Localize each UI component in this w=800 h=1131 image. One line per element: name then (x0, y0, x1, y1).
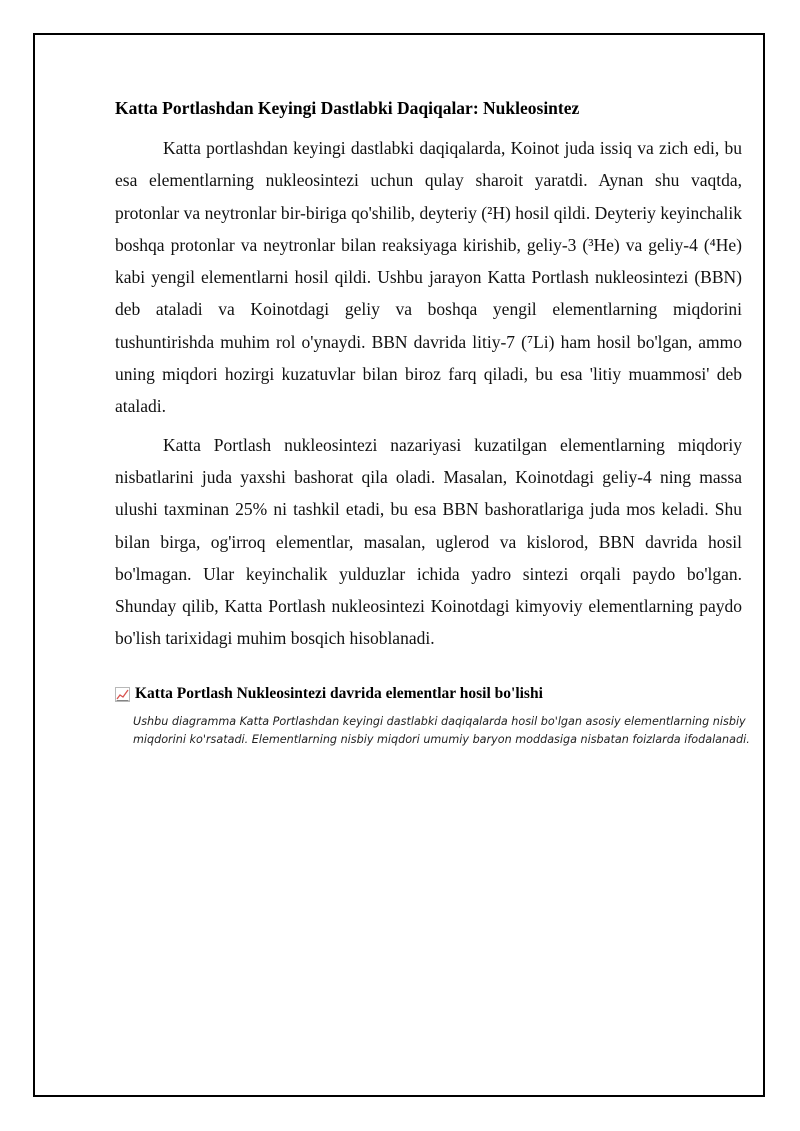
figure-title: Katta Portlash Nukleosintezi davrida elementlar hosil bo'lishi (135, 685, 543, 702)
section-heading: Katta Portlashdan Keyingi Dastlabki Daqiqalar: Nukleosintez (115, 98, 580, 118)
figure-caption: Ushbu diagramma Katta Portlashdan keyingi dastlabki daqiqalarda hosil bo'lgan asosiy elementlarning nisbiy miqdorini ko'rsatadi. Elementlarning nisbiy miqdori umumiy baryon moddasiga nisbatan foizlarda ifodalanadi. (133, 715, 750, 746)
chart-increasing-icon (115, 687, 130, 702)
figure-block (115, 684, 755, 749)
figure-title-row (115, 684, 755, 704)
document-body (115, 96, 742, 661)
paragraph-2: Katta Portlash nukleosintezi nazariyasi kuzatilgan elementlarning miqdoriy nisbatlarini juda yaxshi bashorat qila oladi. Masalan, Koinotdagi geliy-4 ning massa ulushi taxminan 25% ni tashkil etadi, bu esa BBN bashoratlariga juda mos keladi. Shu bilan birga, og'irroq elementlar, masalan, uglerod va kislorod, BBN davrida hosil bo'lmagan. Ular keyinchalik yulduzlar ichida yadro sintezi orqali paydo bo'lgan. Shunday qilib, Katta Portlash nukleosintezi Koinotdagi kimyoviy elementlarning paydo bo'lish tarixidagi muhim bosqich hisoblanadi. (115, 434, 742, 649)
paragraph-1: Katta portlashdan keyingi dastlabki daqiqalarda, Koinot juda issiq va zich edi, bu esa elementlarning nukleosintezi uchun qulay sharoit yaratdi. Aynan shu vaqtda, protonlar va neytronlar bir-biriga qo'shilib, deyteriy (²H) hosil qildi. Deyteriy keyinchalik boshqa protonlar va neytronlar bilan reaksiyaga kirishib, geliy-3 (³He) va geliy-4 (⁴He) kabi yengil elementlarni hosil qildi. Ushbu jarayon Katta Portlash nukleosintezi (BBN) deb ataladi va Koinotdagi geliy va boshqa yengil elementlarning miqdorini tushuntirishda muhim rol o'ynaydi. BBN davrida litiy-7 (⁷Li) ham hosil bo'lgan, ammo uning miqdori hozirgi kuzatuvlar bilan biroz farq qiladi, bu esa 'litiy muammosi' deb ataladi. (115, 138, 742, 417)
